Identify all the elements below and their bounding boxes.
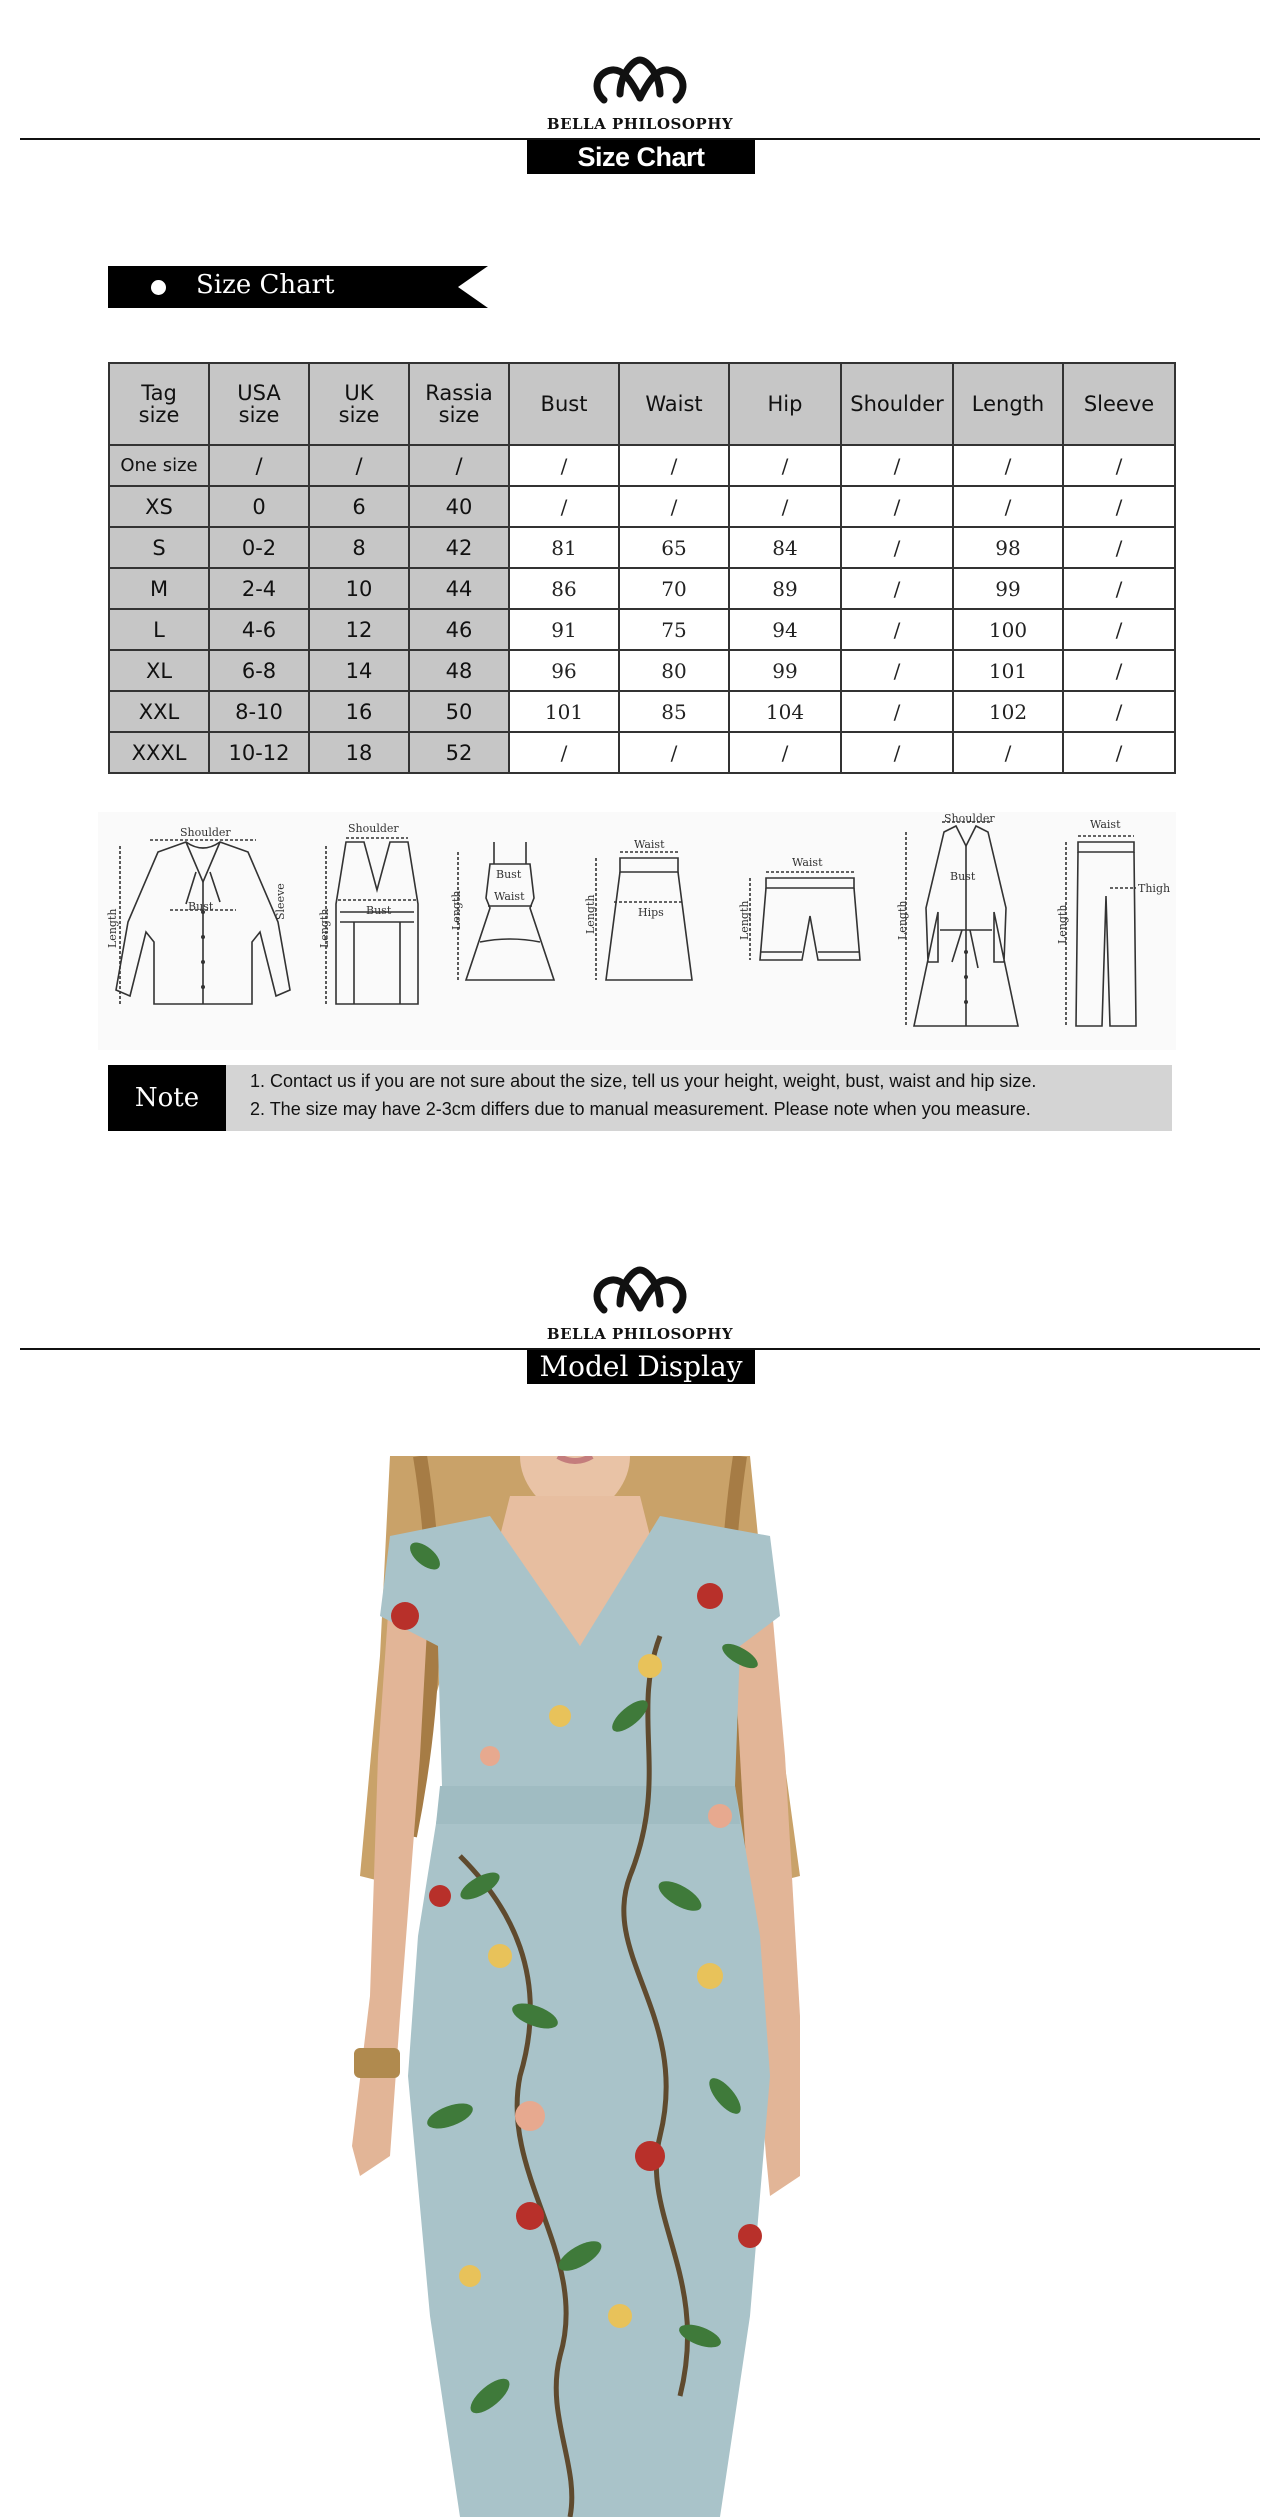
- pants-length-label: Length: [1056, 904, 1069, 944]
- table-row: [109, 609, 1175, 650]
- table-cell: 16: [309, 691, 409, 732]
- size-table-body: [109, 445, 1175, 773]
- double-crown-logo-icon: [590, 1264, 690, 1316]
- table-cell: 6-8: [209, 650, 309, 691]
- size-label-cell: M: [109, 568, 209, 609]
- size-label-cell: One size: [109, 445, 209, 486]
- table-cell: 8-10: [209, 691, 309, 732]
- table-cell: /: [729, 486, 841, 527]
- table-header-text: Waist: [645, 392, 703, 416]
- coat-diagram: [896, 812, 1036, 1050]
- skirt-length-label: Length: [584, 894, 597, 934]
- table-cell: /: [841, 445, 953, 486]
- table-cell: 75: [619, 609, 729, 650]
- table-cell: 81: [509, 527, 619, 568]
- table-cell: /: [841, 691, 953, 732]
- size-label-cell: XXXL: [109, 732, 209, 773]
- table-cell: /: [619, 732, 729, 773]
- tank-shoulder-label: Shoulder: [348, 822, 399, 835]
- table-cell: 99: [953, 568, 1063, 609]
- brand-header-size-chart: [0, 52, 1280, 182]
- table-cell: 40: [409, 486, 509, 527]
- table-cell: 44: [409, 568, 509, 609]
- cami-dress-icon: [450, 812, 570, 1050]
- table-header-text: Shoulder: [850, 392, 944, 416]
- table-cell: 6: [309, 486, 409, 527]
- table-cell: 50: [409, 691, 509, 732]
- table-header-cell: [209, 363, 309, 445]
- shirt-length-label: Length: [106, 908, 119, 948]
- table-cell: 99: [729, 650, 841, 691]
- table-cell: /: [841, 568, 953, 609]
- table-header-cell: [409, 363, 509, 445]
- section-tag-label: Size Chart: [196, 270, 335, 300]
- table-cell: 10: [309, 568, 409, 609]
- table-cell: 101: [509, 691, 619, 732]
- table-cell: /: [953, 445, 1063, 486]
- table-cell: /: [619, 486, 729, 527]
- table-header-cell: [841, 363, 953, 445]
- table-cell: /: [841, 650, 953, 691]
- brand-header-model-display: [0, 1262, 1280, 1392]
- model-wearing-floral-dress-image: [330, 1456, 830, 2517]
- table-cell: 46: [409, 609, 509, 650]
- shorts-waist-label: Waist: [792, 856, 823, 869]
- cami-dress-diagram: [450, 812, 570, 1050]
- pants-waist-label: Waist: [1090, 818, 1121, 831]
- table-cell: 48: [409, 650, 509, 691]
- brand-name: BELLA PHILOSOPHY: [546, 1325, 734, 1343]
- shirt-shoulder-label: Shoulder: [180, 826, 231, 839]
- table-header-text: Bust: [540, 392, 588, 416]
- table-row: [109, 445, 1175, 486]
- tank-bust-label: Bust: [366, 904, 392, 917]
- table-cell: /: [1063, 568, 1175, 609]
- size-label-cell: XXL: [109, 691, 209, 732]
- table-cell: 70: [619, 568, 729, 609]
- table-header-cell: [309, 363, 409, 445]
- table-cell: /: [619, 445, 729, 486]
- table-header-text: Hip: [767, 392, 803, 416]
- table-cell: /: [729, 445, 841, 486]
- table-cell: 65: [619, 527, 729, 568]
- table-cell: 12: [309, 609, 409, 650]
- table-cell: 42: [409, 527, 509, 568]
- pants-thigh-label: Thigh: [1138, 882, 1171, 895]
- table-header-cell: [953, 363, 1063, 445]
- size-label-cell: S: [109, 527, 209, 568]
- size-label-cell: XL: [109, 650, 209, 691]
- size-label-cell: L: [109, 609, 209, 650]
- table-cell: /: [729, 732, 841, 773]
- double-crown-logo-icon: [590, 54, 690, 106]
- table-header-text: Rassia: [425, 381, 493, 405]
- cami-bust-label: Bust: [496, 868, 522, 881]
- size-chart-banner: Size Chart: [527, 140, 755, 174]
- skirt-waist-label: Waist: [634, 838, 665, 851]
- table-cell: /: [953, 486, 1063, 527]
- table-cell: /: [509, 486, 619, 527]
- table-cell: /: [209, 445, 309, 486]
- shorts-length-label: Length: [738, 900, 751, 940]
- table-header-cell: [1063, 363, 1175, 445]
- shorts-icon: [736, 812, 876, 1050]
- shirt-sleeve-label: Sleeve: [274, 883, 287, 920]
- cami-waist-label: Waist: [494, 890, 525, 903]
- table-cell: 80: [619, 650, 729, 691]
- table-cell: 14: [309, 650, 409, 691]
- table-cell: 100: [953, 609, 1063, 650]
- shirt-diagram: [100, 812, 306, 1050]
- table-header-text: size: [238, 403, 280, 427]
- table-cell: /: [1063, 527, 1175, 568]
- table-header-text: Length: [971, 392, 1045, 416]
- table-cell: 101: [953, 650, 1063, 691]
- shorts-diagram: [736, 812, 876, 1050]
- size-note: [108, 1065, 1172, 1131]
- table-cell: /: [841, 527, 953, 568]
- coat-shoulder-label: Shoulder: [944, 812, 995, 825]
- tank-length-label: Length: [318, 908, 331, 948]
- brand-name: BELLA PHILOSOPHY: [546, 115, 734, 133]
- table-header-text: USA: [237, 381, 281, 405]
- size-label-cell: XS: [109, 486, 209, 527]
- table-cell: 18: [309, 732, 409, 773]
- coat-icon: [896, 812, 1036, 1050]
- coat-length-label: Length: [896, 900, 909, 940]
- cami-length-label: Length: [450, 890, 463, 930]
- table-header-text: Tag: [141, 381, 177, 405]
- tank-diagram: [314, 812, 440, 1050]
- model-display-banner: Model Display: [527, 1350, 755, 1384]
- pants-icon: [1054, 812, 1174, 1050]
- table-row: [109, 650, 1175, 691]
- table-cell: /: [509, 732, 619, 773]
- table-row: [109, 527, 1175, 568]
- size-table-header: [109, 363, 1175, 445]
- table-cell: 104: [729, 691, 841, 732]
- table-cell: 10-12: [209, 732, 309, 773]
- table-cell: 86: [509, 568, 619, 609]
- table-row: [109, 568, 1175, 609]
- table-cell: 0-2: [209, 527, 309, 568]
- table-cell: 94: [729, 609, 841, 650]
- table-header-cell: [109, 363, 209, 445]
- note-label: Note: [108, 1065, 226, 1131]
- table-cell: 91: [509, 609, 619, 650]
- table-cell: 102: [953, 691, 1063, 732]
- table-header-cell: [509, 363, 619, 445]
- table-cell: 0: [209, 486, 309, 527]
- table-header-cell: [619, 363, 729, 445]
- table-cell: /: [509, 445, 619, 486]
- table-cell: 84: [729, 527, 841, 568]
- table-header-text: size: [338, 403, 380, 427]
- table-header-cell: [729, 363, 841, 445]
- table-cell: 4-6: [209, 609, 309, 650]
- table-header-text: size: [138, 403, 180, 427]
- measurement-diagrams: [98, 812, 1176, 1050]
- coat-bust-label: Bust: [950, 870, 976, 883]
- note-line-2: 2. The size may have 2-3cm differs due to manual measurement. Please note when you measure.: [250, 1099, 1031, 1119]
- table-header-text: size: [438, 403, 480, 427]
- size-chart-section-tag: [108, 266, 488, 308]
- table-cell: /: [841, 486, 953, 527]
- table-cell: /: [1063, 445, 1175, 486]
- table-cell: /: [1063, 691, 1175, 732]
- table-cell: 89: [729, 568, 841, 609]
- note-line-1: 1. Contact us if you are not sure about the size, tell us your height, weight, bust, waist and hip size.: [250, 1071, 1037, 1091]
- shirt-bust-label: Bust: [188, 900, 214, 913]
- table-cell: 85: [619, 691, 729, 732]
- table-cell: 98: [953, 527, 1063, 568]
- table-row: [109, 486, 1175, 527]
- table-cell: 2-4: [209, 568, 309, 609]
- table-cell: /: [409, 445, 509, 486]
- table-cell: 96: [509, 650, 619, 691]
- skirt-hips-label: Hips: [638, 906, 664, 919]
- table-row: [109, 732, 1175, 773]
- table-cell: /: [841, 609, 953, 650]
- size-table: [108, 362, 1176, 774]
- table-row: [109, 691, 1175, 732]
- tank-icon: [314, 812, 440, 1050]
- table-cell: /: [1063, 732, 1175, 773]
- table-cell: 52: [409, 732, 509, 773]
- table-cell: 8: [309, 527, 409, 568]
- table-cell: /: [841, 732, 953, 773]
- table-cell: /: [1063, 650, 1175, 691]
- pants-diagram: [1054, 812, 1174, 1050]
- table-cell: /: [953, 732, 1063, 773]
- shirt-icon: [100, 812, 306, 1050]
- table-cell: /: [1063, 609, 1175, 650]
- bullet-icon: [151, 280, 166, 295]
- skirt-diagram: [580, 812, 716, 1050]
- model-photo: [330, 1456, 830, 2517]
- table-cell: /: [309, 445, 409, 486]
- table-cell: /: [1063, 486, 1175, 527]
- table-header-text: Sleeve: [1083, 392, 1155, 416]
- table-header-text: UK: [344, 381, 374, 405]
